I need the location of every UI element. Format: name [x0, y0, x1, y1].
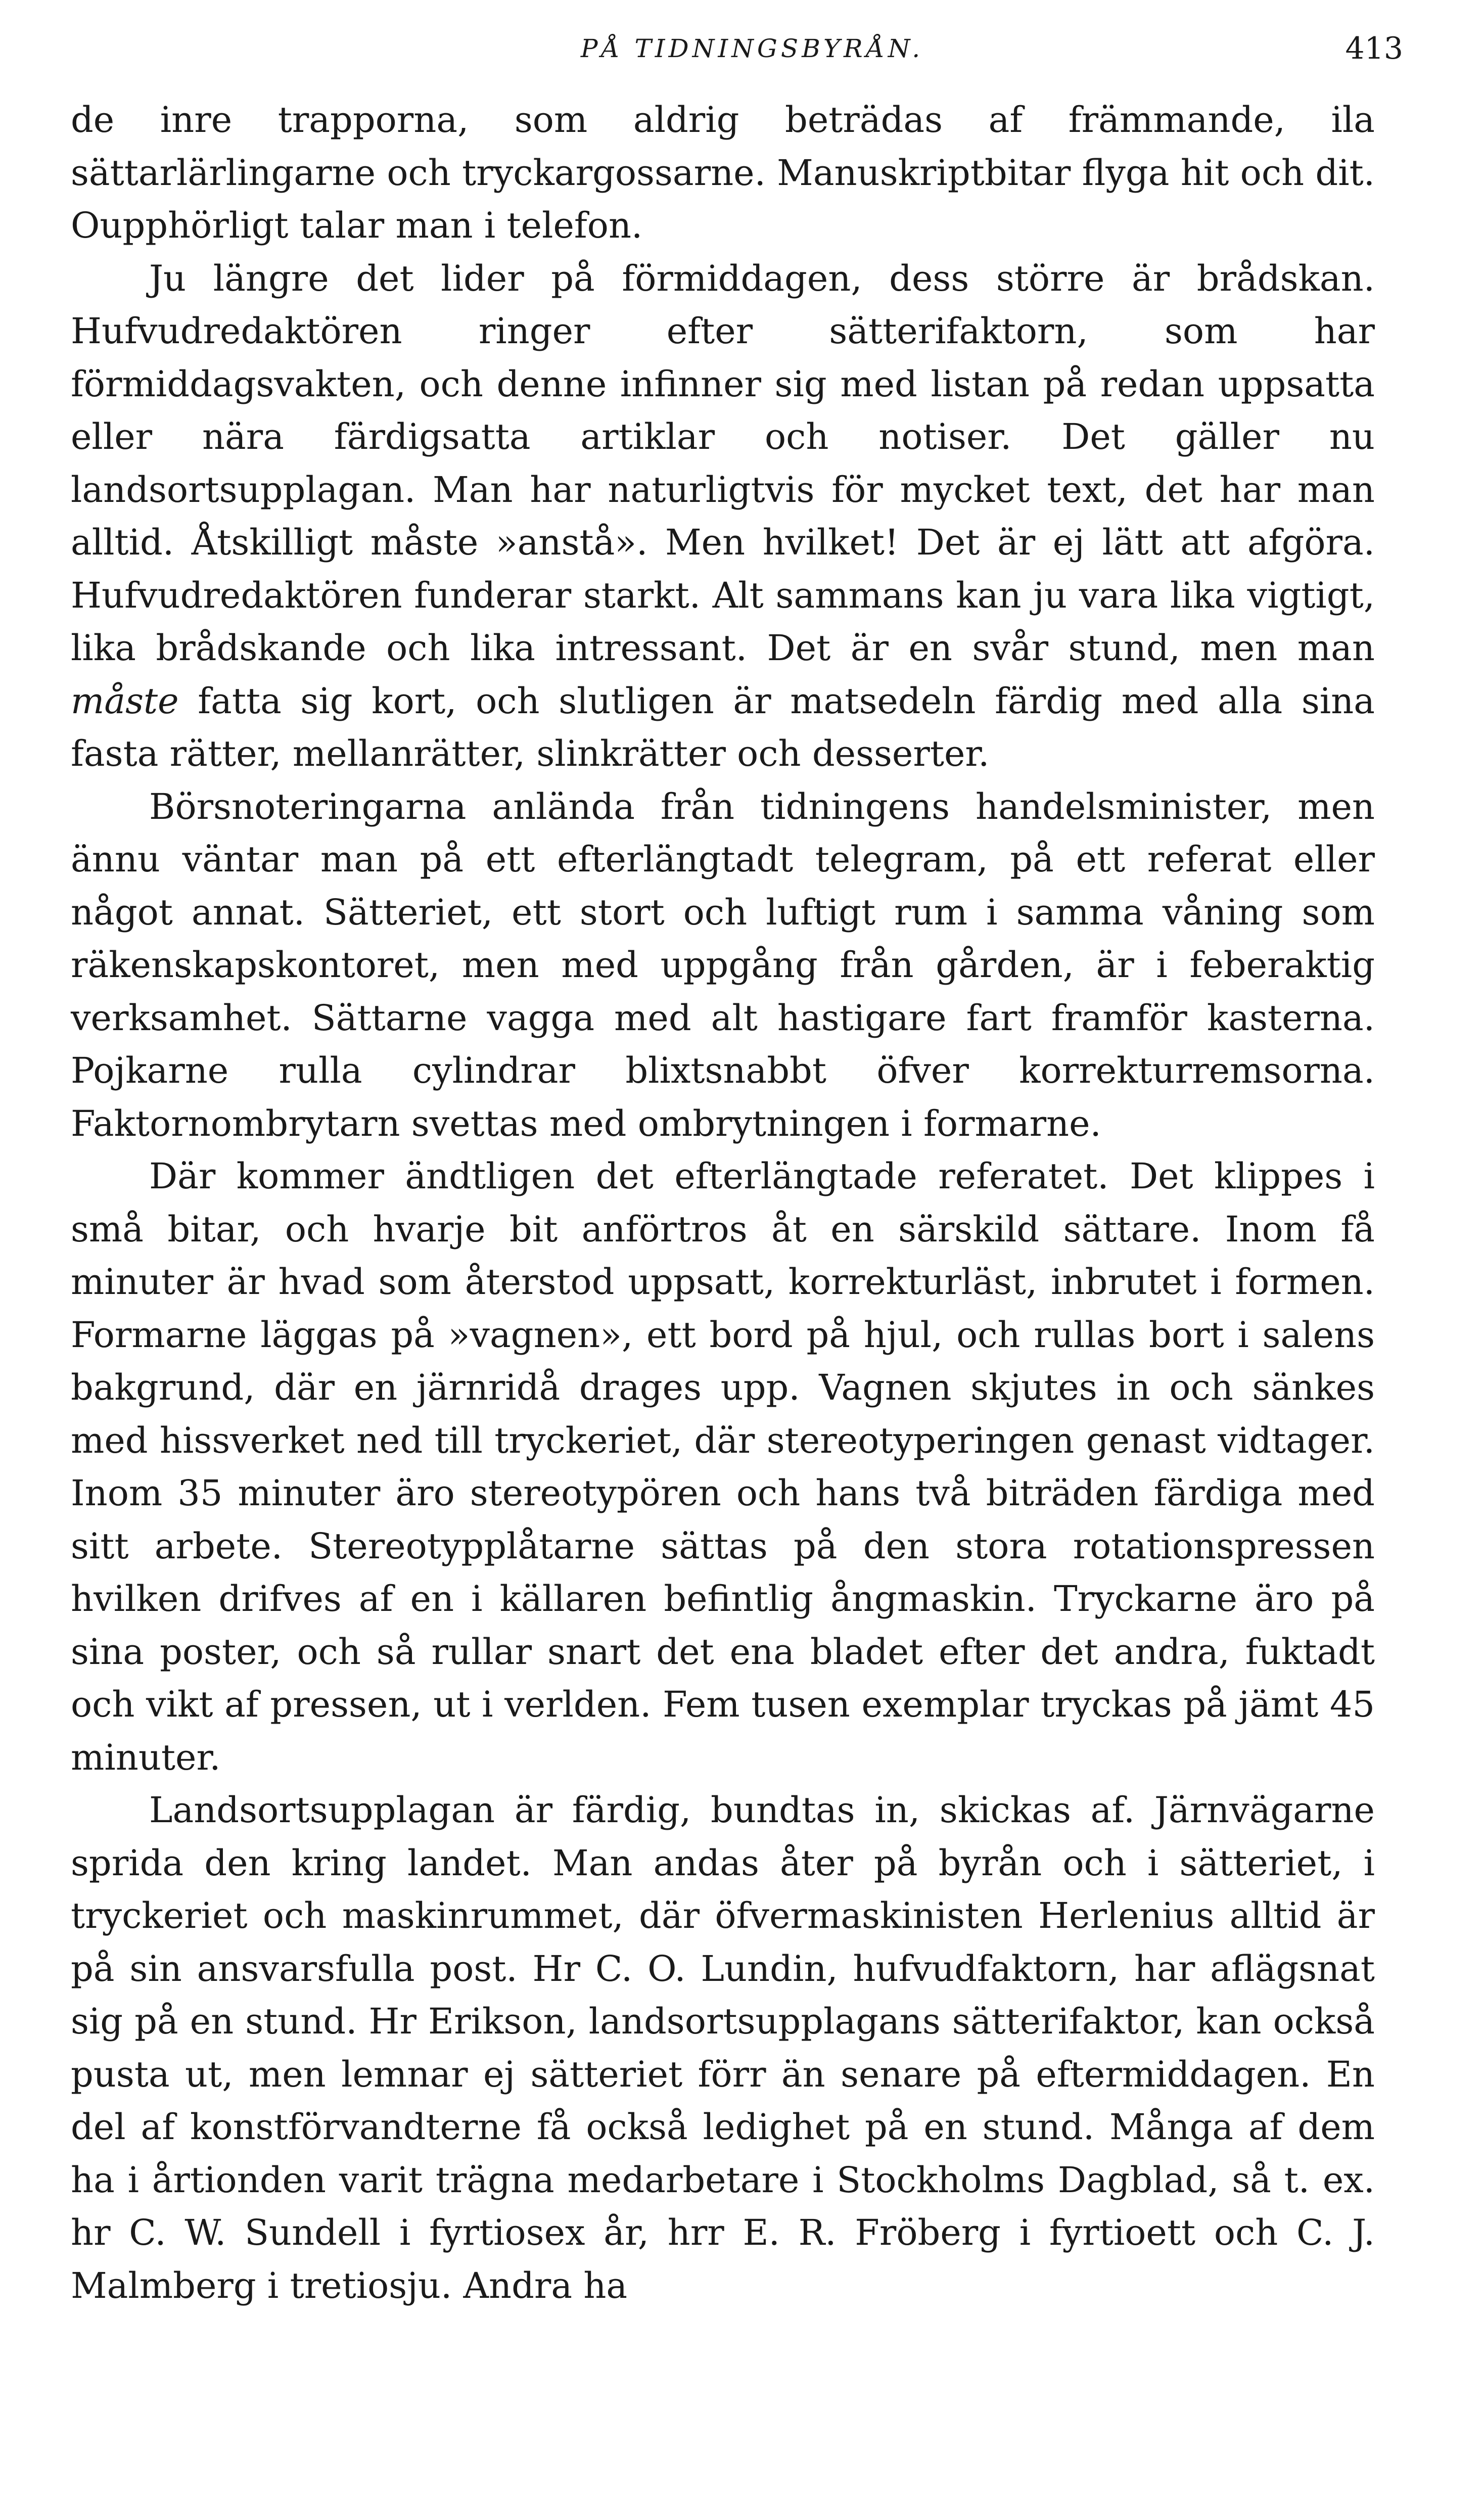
paragraph-text: Där kommer ändtligen det efterlängtade referatet. Det klippes i små bitar, och hvarje bit anförtros åt en särskild sättare. Inom få minuter är hvad som återstod uppsatt, korrekturläst, inbrutet i formen. Formarne läggas på »vagnen», ett bord på hjul, och rullas bort i salens bakgrund, där en järnridå drages upp. Vagnen skjutes in och sänkes med hissverket ned till tryckeriet, där stereotyperingen genast vidtager. Inom 35 minuter äro stereotypören och hans två biträden färdiga med sitt arbete. Stereotypplåtarne sättas på den stora rotationspressen hvilken drifves af en i källaren befintlig ångmaskin. Tryckarne äro på sina poster, och så rullar snart det ena bladet efter det andra, fuktadt och vikt af pressen, ut i verlden. Fem tusen exemplar tryckas på jämt 45 minuter.: [71, 1155, 1375, 1778]
paragraph: [71, 780, 1375, 1150]
paragraph: [71, 1150, 1375, 1784]
paragraph-text: de inre trapporna, som aldrig beträdas af främmande, ila sättarlärlingarne och tryckargossarne. Manuskriptbitar flyga hit och dit. Oupphörligt talar man i telefon.: [71, 99, 1375, 246]
page-number: 413: [1345, 31, 1403, 66]
paragraph-text: Ju längre det lider på förmiddagen, dess större är brådskan. Hufvudredaktören ringer efter sätterifaktorn, som har förmiddagsvakten, och denne infinner sig med listan på redan uppsatta eller nära färdigsatta artiklar och notiser. Det gäller nu landsortsupplagan. Man har naturligtvis för mycket text, det har man alltid. Åtskilligt måste »anstå». Men hvilket! Det är ej lätt att afgöra. Hufvudredaktören funderar starkt. Alt sammans kan ju vara lika vigtigt, lika brådskande och lika intressant. Det är en svår stund, men man: [71, 257, 1375, 669]
paragraph: [71, 1784, 1375, 2312]
emphasized-word: måste: [71, 680, 179, 722]
paragraph: [71, 252, 1375, 780]
paragraph-text: fatta sig kort, och slutligen är matsedeln färdig med alla sina fasta rätter, mellanrätter, slinkrätter och desserter.: [71, 680, 1375, 774]
paragraph-text: Landsortsupplagan är färdig, bundtas in, skickas af. Järnvägarne sprida den kring landet. Man andas åter på byrån och i sätteriet, i tryckeriet och maskinrummet, där öfvermaskinisten Herlenius alltid är på sin ansvarsfulla post. Hr C. O. Lundin, hufvudfaktorn, har aflägsnat sig på en stund. Hr Erikson, landsortsupplagans sätterifaktor, kan också pusta ut, men lemnar ej sätteriet förr än senare på eftermiddagen. En del af konstförvandterne få också ledighet på en stund. Många af dem ha i årtionden varit trägna medarbetare i Stockholms Dagblad, så t. ex. hr C. W. Sundell i fyrtiosex år, hrr E. R. Fröberg i fyrtioett och C. J. Malmberg i tretiosju. Andra ha: [71, 1789, 1375, 2306]
paragraph-continuation: [71, 94, 1375, 252]
running-title: PÅ TIDNINGSBYRÅN.: [580, 34, 924, 63]
running-head: [71, 28, 1403, 69]
paragraph-text: Börsnoteringarna anlända från tidningens handelsminister, men ännu väntar man på ett efterlängtadt telegram, på ett referat eller något annat. Sätteriet, ett stort och luftigt rum i samma våning som räkenskapskontoret, men med uppgång från gården, är i feberaktig verksamhet. Sättarne vagga med alt hastigare fart framför kasterna. Pojkarne rulla cylindrar blixtsnabbt öfver korrekturremsorna. Faktornombrytarn svettas med ombrytningen i formarne.: [71, 785, 1375, 1144]
body-text: [71, 94, 1375, 2312]
